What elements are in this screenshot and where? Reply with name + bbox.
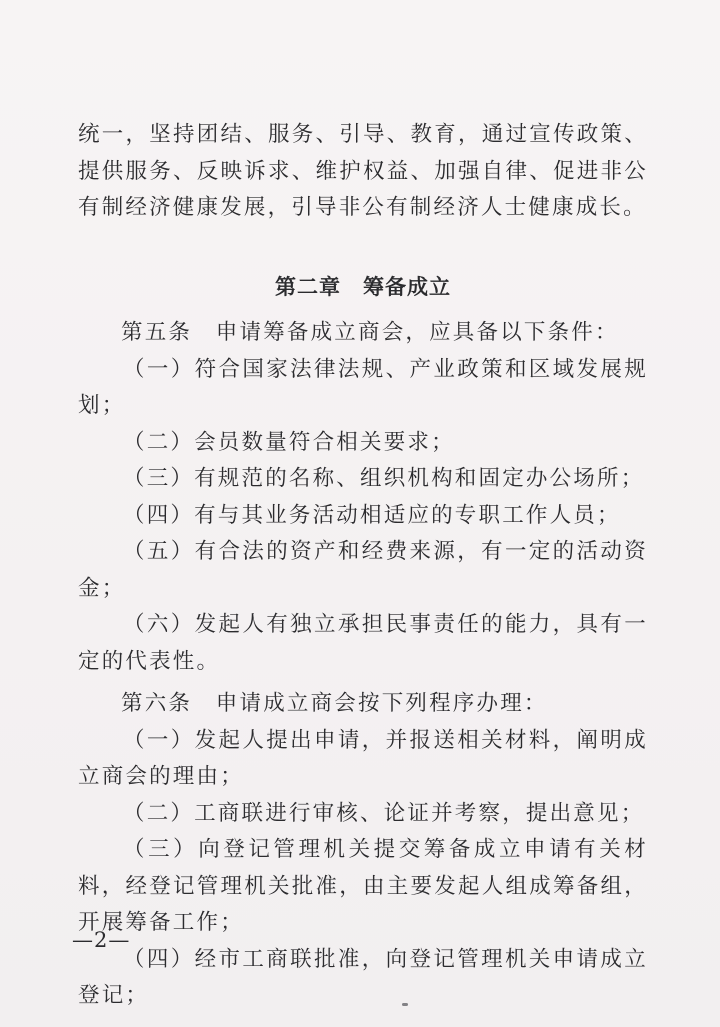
article-5-item-5: （五）有合法的资产和经费来源，有一定的活动资金； xyxy=(78,539,648,601)
article-5-item-6: （六）发起人有独立承担民事责任的能力，具有一定的代表性。 xyxy=(78,612,648,674)
article-5-item-2: （二）会员数量符合相关要求； xyxy=(123,429,455,455)
article-5-item-4: （四）有与其业务活动相适应的专职工作人员； xyxy=(123,502,621,528)
article-6-heading: 第六条 申请成立商会按下列程序办理： xyxy=(121,691,548,716)
page-number: —2— xyxy=(72,928,131,952)
article-6-item-2: （二）工商联进行审核、论证并考察，提出意见； xyxy=(123,800,645,826)
article-6-item-3: （三）向登记管理机关提交筹备成立申请有关材料，经登记管理机关批准，由主要发起人组成筹备组，开展筹备工作； xyxy=(78,837,648,935)
chapter-title: 第二章 筹备成立 xyxy=(275,274,451,299)
paragraph-continuation: 统一，坚持团结、服务、引导、教育，通过宣传政策、提供服务、反映诉求、维护权益、加强自律、促进非公有制经济健康发展，引导非公有制经济人士健康成长。 xyxy=(78,122,648,220)
article-5-item-3: （三）有规范的名称、组织机构和固定办公场所； xyxy=(123,466,645,491)
article-5-item-1: （一）符合国家法律法规、产业政策和区域发展规划； xyxy=(78,356,648,418)
article-6-item-1: （一）发起人提出申请，并报送相关材料，阐明成立商会的理由； xyxy=(78,727,648,789)
document-body xyxy=(78,117,648,1015)
article-5-heading: 第五条 申请筹备成立商会，应具备以下条件： xyxy=(121,320,619,345)
article-6-item-4: （四）经市工商联批准，向登记管理机关申请成立登记； xyxy=(78,946,648,1008)
scan-speck xyxy=(402,1003,408,1006)
